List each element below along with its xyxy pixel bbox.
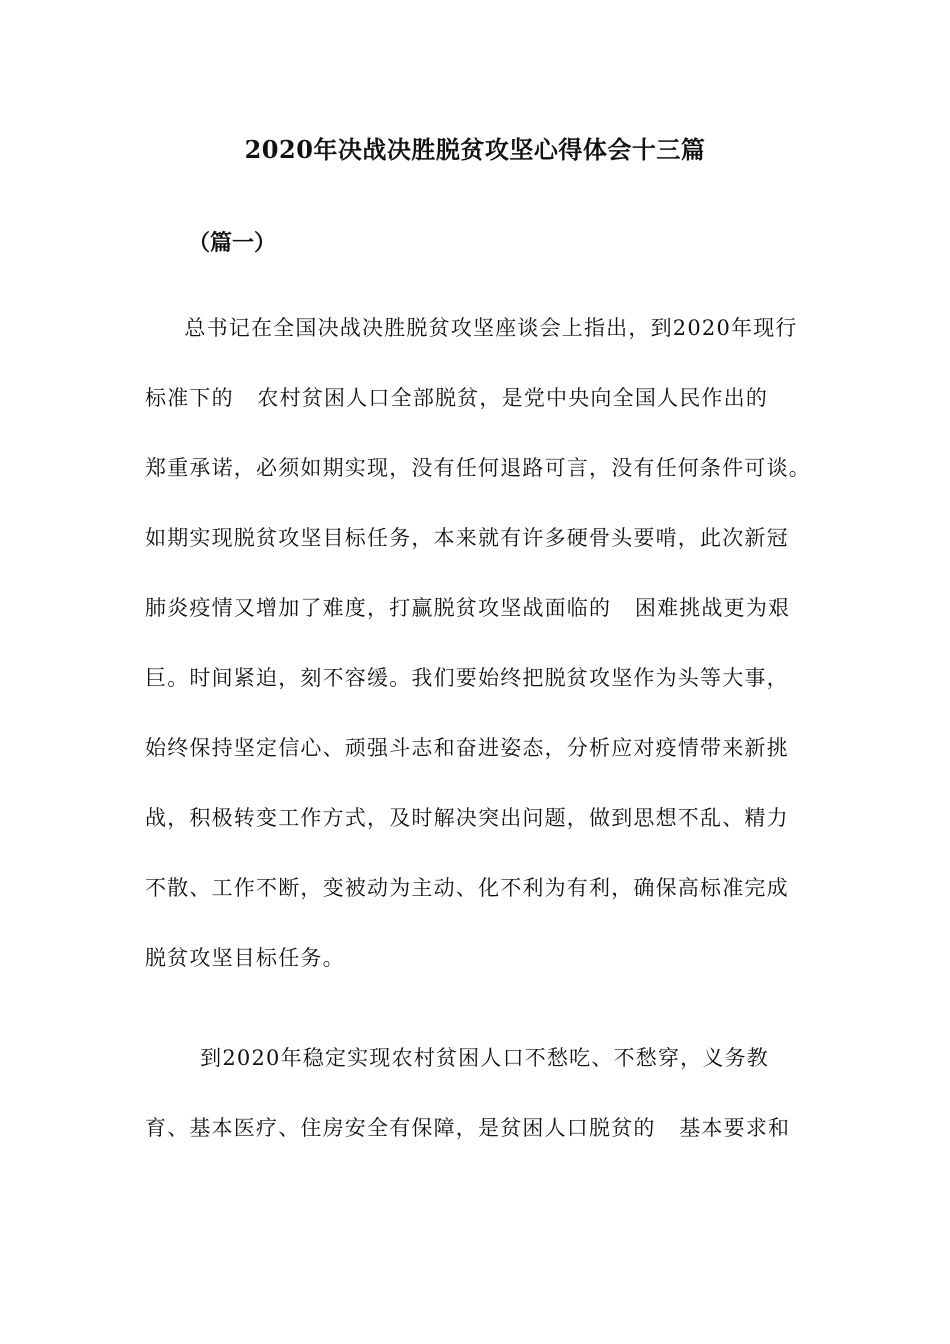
body-text-line: 始终保持坚定信心、顽强斗志和奋进姿态，分析应对疫情带来新挑 xyxy=(145,736,789,760)
body-text-line: 战，积极转变工作方式，及时解决突出问题，做到思想不乱、精力 xyxy=(145,806,789,830)
section-heading: （篇一） xyxy=(188,230,277,256)
body-text-line: 郑重承诺，必须如期实现，没有任何退路可言，没有任何条件可谈。 xyxy=(145,456,811,480)
body-text-line: 到2020年稳定实现农村贫困人口不愁吃、不愁穿，义务教 xyxy=(145,1046,769,1070)
body-text-line: 脱贫攻坚目标任务。 xyxy=(145,946,345,970)
body-text-line: 不散、工作不断，变被动为主动、化不利为有利，确保高标准完成 xyxy=(145,876,789,900)
body-text-line: 如期实现脱贫攻坚目标任务，本来就有许多硬骨头要啃，此次新冠 xyxy=(145,526,789,550)
body-text-line: 总书记在全国决战决胜脱贫攻坚座谈会上指出，到2020年现行 xyxy=(145,316,798,340)
body-text-line: 育、基本医疗、住房安全有保障，是贫困人口脱贫的 基本要求和 xyxy=(145,1116,791,1140)
body-text-line: 肺炎疫情又增加了难度，打赢脱贫攻坚战面临的 困难挑战更为艰 xyxy=(145,596,791,620)
document-title: 2020年决战决胜脱贫攻坚心得体会十三篇 xyxy=(244,135,706,164)
body-text-line: 巨。时间紧迫，刻不容缓。我们要始终把脱贫攻坚作为头等大事， xyxy=(145,666,789,690)
body-text-line: 标准下的 农村贫困人口全部脱贫，是党中央向全国人民作出的 xyxy=(145,386,769,410)
